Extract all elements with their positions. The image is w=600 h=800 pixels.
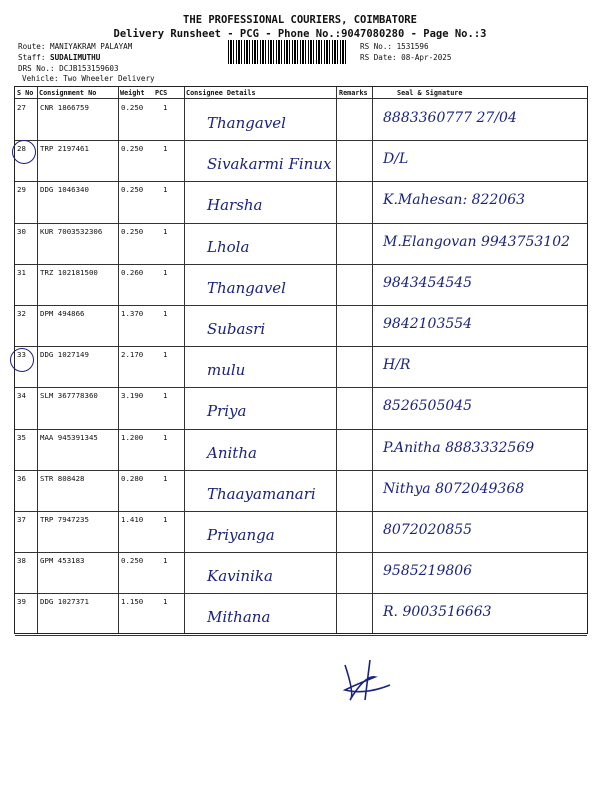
rs-number: RS No.: 1531596 [360, 42, 429, 51]
row-consignment-no: DDG 1027149 [40, 350, 89, 360]
row-pcs: 1 [163, 350, 168, 360]
row-weight: 0.250 [121, 103, 144, 112]
col-divider [118, 87, 119, 633]
row-divider [15, 305, 587, 306]
barcode [228, 40, 346, 64]
row-consignment-no: GPM 453183 [40, 556, 85, 566]
row-sno: 37 [17, 515, 26, 524]
row-consignment-no: TRP 2197461 [40, 144, 89, 154]
route-label: Route: MANIYAKRAM PALAYAM [18, 42, 133, 51]
row-consignee-handwriting: Priya [207, 402, 247, 421]
row-weight: 1.370 [121, 309, 144, 318]
row-weight: 0.250 [121, 144, 144, 154]
row-pcs: 1 [163, 473, 168, 483]
row-signature-handwriting: 8883360777 27/04 [383, 110, 517, 126]
row-divider [15, 346, 587, 347]
row-consignee-handwriting: Sivakarmi Finux [207, 155, 332, 174]
row-divider [15, 223, 587, 224]
row-sno: 33 [17, 350, 26, 360]
company-title: THE PROFESSIONAL COURIERS, COIMBATORE [183, 14, 417, 26]
row-consignee-handwriting: Subasri [207, 320, 266, 338]
row-consignee-handwriting: mulu [207, 361, 246, 380]
row-consignment-no: DDG 1046340 [40, 185, 89, 195]
runsheet-table [14, 86, 588, 634]
staff-name: SUDALIMUTHU [50, 53, 101, 62]
row-pcs: 1 [163, 309, 168, 318]
row-pcs: 1 [163, 432, 168, 442]
row-sno: 39 [17, 597, 26, 607]
row-weight: 0.250 [121, 226, 144, 236]
row-sno: 30 [17, 226, 26, 236]
row-signature-handwriting: H/R [383, 357, 411, 374]
col-consignee: Consignee Details [186, 89, 256, 97]
row-divider [15, 264, 587, 265]
pen-circle-mark [10, 348, 34, 372]
runsheet-subtitle: Delivery Runsheet - PCG - Phone No.:9047080280 - Page No.:3 [113, 28, 487, 40]
row-sno: 36 [17, 473, 26, 483]
row-consignee-handwriting: Priyanga [207, 526, 275, 544]
row-consignment-no: DDG 1027371 [40, 597, 89, 607]
pen-circle-mark [12, 140, 36, 164]
row-signature-handwriting: 8526505045 [383, 398, 473, 415]
row-pcs: 1 [163, 597, 168, 607]
row-divider [15, 470, 587, 471]
row-sno: 31 [17, 267, 26, 277]
row-signature-handwriting: K.Mahesan: 822063 [383, 192, 526, 209]
row-pcs: 1 [163, 391, 168, 401]
row-consignment-no: SLM 367778360 [40, 391, 98, 401]
col-divider [184, 87, 185, 633]
rs-date: RS Date: 08-Apr-2025 [360, 53, 452, 62]
row-sno: 35 [17, 432, 26, 442]
row-consignment-no: TRZ 102181500 [40, 267, 98, 277]
row-divider [15, 181, 587, 182]
row-divider [15, 511, 587, 512]
row-sno: 32 [17, 309, 26, 318]
col-sno: S No [17, 89, 34, 97]
row-consignment-no: MAA 945391345 [40, 432, 98, 442]
row-pcs: 1 [163, 144, 168, 154]
row-pcs: 1 [163, 515, 168, 524]
row-pcs: 1 [163, 267, 168, 277]
row-signature-handwriting: 8072020855 [383, 522, 473, 538]
row-consignee-handwriting: Kavinika [207, 567, 273, 586]
row-sno: 38 [17, 556, 26, 566]
row-weight: 3.190 [121, 391, 144, 401]
row-divider [15, 552, 587, 553]
row-consignment-no: STR 808428 [40, 473, 85, 483]
drs-number: DRS No.: DCJB153159603 [18, 64, 119, 73]
row-consignment-no: CNR 1866759 [40, 103, 89, 112]
col-divider [37, 87, 38, 633]
row-weight: 1.410 [121, 515, 144, 524]
row-consignee-handwriting: Thaayamanari [207, 484, 316, 503]
col-pcs: PCS [155, 89, 168, 97]
staff-label: Staff: [18, 53, 46, 62]
row-consignee-handwriting: Anitha [207, 443, 257, 462]
row-signature-handwriting: M.Elangovan 9943753102 [383, 233, 571, 250]
row-weight: 0.250 [121, 556, 144, 566]
row-consignment-no: TRP 7947235 [40, 515, 89, 524]
row-signature-handwriting: R. 9003516663 [383, 604, 492, 621]
row-consignee-handwriting: Harsha [207, 196, 263, 215]
row-signature-handwriting: 9585219806 [383, 563, 473, 580]
row-sno: 29 [17, 185, 26, 195]
row-consignment-no: KUR 7003532306 [40, 226, 103, 236]
vehicle-label: Vehicle: Two Wheeler Delivery [22, 74, 155, 83]
col-consignment: Consignment No [39, 89, 97, 97]
row-divider [15, 140, 587, 141]
row-sno: 34 [17, 391, 26, 401]
staff-line [18, 53, 100, 62]
row-consignee-handwriting: Thangavel [207, 278, 286, 297]
col-remarks: Remarks [339, 89, 368, 97]
col-divider [372, 87, 373, 633]
row-consignment-no: DPM 494866 [40, 309, 85, 318]
row-weight: 0.260 [121, 267, 144, 277]
row-pcs: 1 [163, 103, 168, 112]
row-divider [15, 593, 587, 594]
row-weight: 2.170 [121, 350, 144, 360]
row-weight: 1.200 [121, 432, 144, 442]
row-divider [15, 429, 587, 430]
header-divider [15, 98, 587, 99]
row-pcs: 1 [163, 185, 168, 195]
row-signature-handwriting: Nithya 8072049368 [383, 480, 525, 497]
row-sno: 28 [17, 144, 26, 154]
row-consignee-handwriting: Mithana [207, 608, 271, 627]
col-weight: Weight [120, 89, 145, 97]
col-signature: Seal & Signature [397, 89, 463, 97]
row-signature-handwriting: D/L [383, 151, 409, 168]
row-signature-handwriting: 9843454545 [383, 274, 473, 291]
handwritten-signature-mark [335, 655, 395, 705]
row-signature-handwriting: P.Anitha 8883332569 [383, 439, 535, 456]
row-consignee-handwriting: Lhola [207, 237, 250, 256]
row-sno: 27 [17, 103, 26, 112]
row-weight: 0.250 [121, 185, 144, 195]
row-weight: 1.150 [121, 597, 144, 607]
row-pcs: 1 [163, 556, 168, 566]
row-consignee-handwriting: Thangavel [207, 114, 286, 132]
row-signature-handwriting: 9842103554 [383, 316, 473, 332]
row-divider [15, 635, 587, 636]
row-weight: 0.280 [121, 473, 144, 483]
col-divider [336, 87, 337, 633]
row-divider [15, 387, 587, 388]
row-pcs: 1 [163, 226, 168, 236]
